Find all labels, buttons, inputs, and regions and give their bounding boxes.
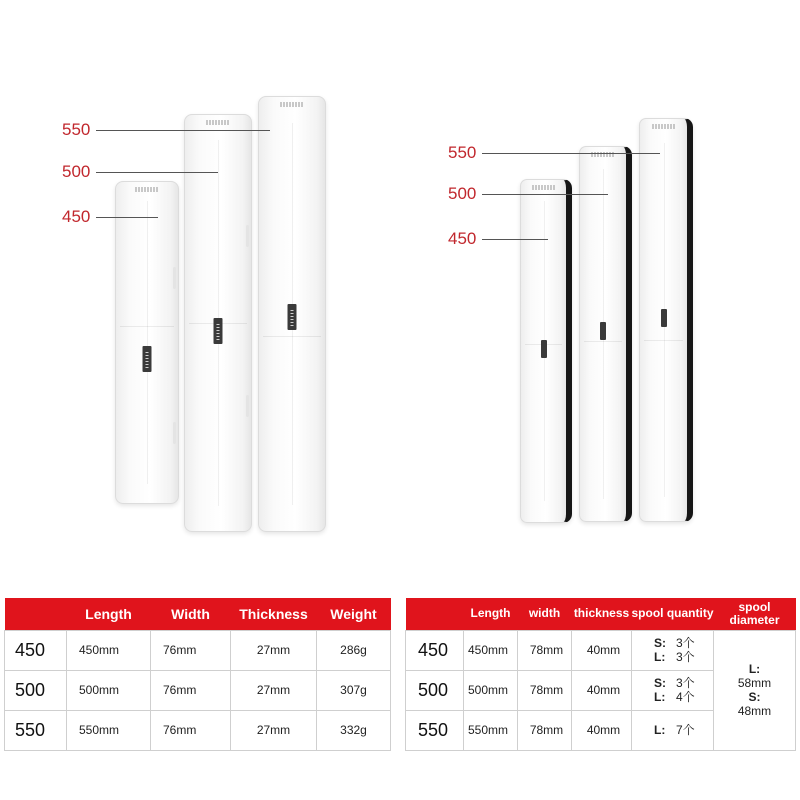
header-weight: Weight: [317, 598, 391, 630]
spec-table-right: [405, 598, 796, 751]
cell-thickness: 27mm: [231, 630, 317, 670]
cell-width: 78mm: [518, 630, 572, 670]
cell-length: 500mm: [464, 670, 518, 710]
table-row: [406, 630, 796, 670]
bar-print: [135, 187, 159, 192]
table-row: [5, 670, 391, 710]
header-length: Length: [67, 598, 151, 630]
size-label-450: 450: [62, 207, 91, 226]
cell-length: 550mm: [464, 710, 518, 750]
cell-length: 450mm: [464, 630, 518, 670]
cell-length: 450mm: [67, 630, 151, 670]
table-row: [5, 710, 391, 750]
brand-badge: [661, 309, 667, 327]
row-size: 450: [5, 630, 67, 670]
cell-weight: 307g: [317, 670, 391, 710]
size-label-500: 500: [62, 162, 91, 181]
header-thickness: thickness: [572, 598, 632, 630]
tackle-box-550: [258, 96, 326, 532]
cell-width: 78mm: [518, 710, 572, 750]
header-size: [406, 598, 464, 630]
cell-length: 500mm: [67, 670, 151, 710]
bar-print: [280, 102, 304, 107]
size-label-550: 550: [62, 120, 91, 139]
cell-weight: 286g: [317, 630, 391, 670]
cell-width: 76mm: [151, 710, 231, 750]
cell-spool-quantity: L: 7个: [632, 710, 714, 750]
cell-spool-diameter: L: 58mm S: 48mm: [714, 630, 796, 750]
cell-weight: 332g: [317, 710, 391, 750]
cell-thickness: 40mm: [572, 710, 632, 750]
row-size: 550: [5, 710, 67, 750]
tackle-box-500: [579, 146, 632, 522]
header-size: [5, 598, 67, 630]
table-header-row: [5, 598, 391, 630]
tackle-box-450: [115, 181, 179, 504]
bar-print: [652, 124, 676, 129]
tackle-box-500: [184, 114, 252, 532]
cell-width: 76mm: [151, 630, 231, 670]
cell-thickness: 27mm: [231, 670, 317, 710]
table-header-row: [406, 598, 796, 630]
cell-width: 76mm: [151, 670, 231, 710]
bar-print: [532, 185, 556, 190]
size-label-500: 500: [448, 184, 477, 203]
brand-badge: [214, 318, 223, 344]
row-size: 500: [5, 670, 67, 710]
row-size: 550: [406, 710, 464, 750]
cell-spool-quantity: S: 3个 L: 3个: [632, 630, 714, 670]
cell-thickness: 27mm: [231, 710, 317, 750]
header-spool-quantity: spool quantity: [632, 598, 714, 630]
header-length: Length: [464, 598, 518, 630]
size-label-550: 550: [448, 143, 477, 162]
cell-thickness: 40mm: [572, 630, 632, 670]
header-spool-diameter: spool diameter: [714, 598, 796, 630]
size-label-450: 450: [448, 229, 477, 248]
brand-badge: [541, 340, 547, 358]
cell-spool-quantity: S: 3个 L: 4个: [632, 670, 714, 710]
header-width: width: [518, 598, 572, 630]
row-size: 500: [406, 670, 464, 710]
header-width: Width: [151, 598, 231, 630]
brand-badge: [143, 346, 152, 372]
bar-print: [206, 120, 230, 125]
cell-thickness: 40mm: [572, 670, 632, 710]
tackle-box-550: [639, 118, 693, 522]
spec-table-left: [4, 598, 391, 751]
brand-badge: [600, 322, 606, 340]
cell-length: 550mm: [67, 710, 151, 750]
brand-badge: [288, 304, 297, 330]
row-size: 450: [406, 630, 464, 670]
cell-width: 78mm: [518, 670, 572, 710]
table-row: [5, 630, 391, 670]
tackle-box-450: [520, 179, 572, 523]
header-thickness: Thickness: [231, 598, 317, 630]
